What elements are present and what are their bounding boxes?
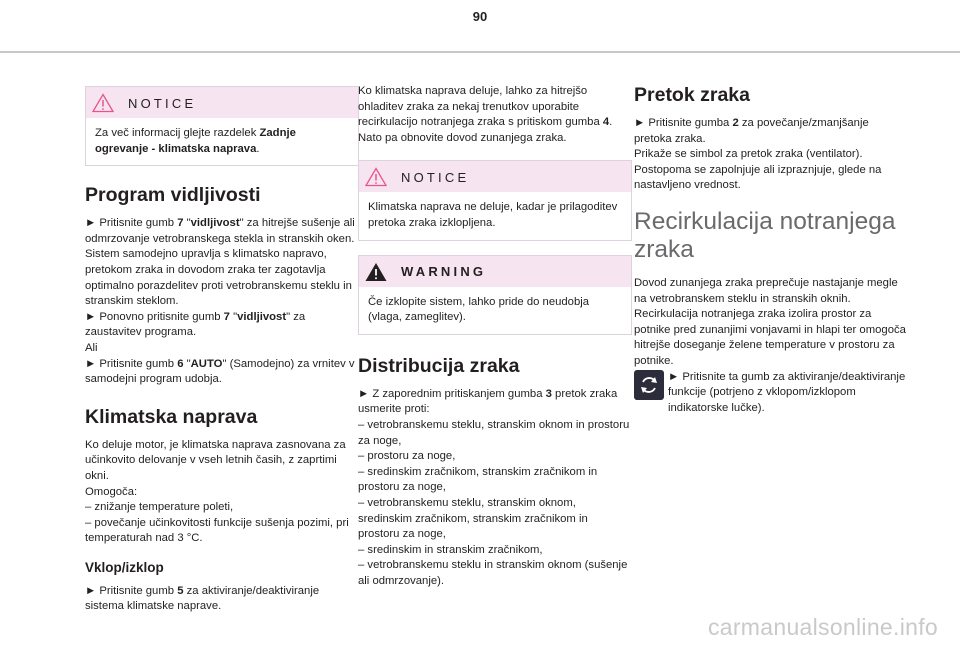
recirc-button-paragraph: [634, 370, 908, 417]
recirc-text-2: Recirkulacija notranjega zraka izolira prostor za potnike pred zunanjimi vonjavami in hlapi ter omogoča hitrejše doseganje želene temperature v prostoru za potnike.: [634, 308, 906, 367]
distribution-heading: Distribucija zraka: [358, 354, 520, 377]
onoff-heading: Vklop/izklop: [85, 559, 164, 575]
ac-text-4: – povečanje učinkovitosti funkcije sušenja pozimi, pri temperaturah nad 3 °C.: [85, 516, 349, 545]
visibility-step-2: ► Ponovno pritisnite gumb 7 "vidljivost" za zaustavitev programa.: [85, 310, 306, 339]
warning-text: Če izklopite sistem, lahko pride do neudobja (vlaga, zameglitev).: [368, 295, 590, 324]
distribution-item: – sredinskim zračnikom, stranskim zračnikom in prostoru za noge,: [358, 465, 598, 494]
distribution-item: – sredinskim in stranskim zračnikom,: [358, 543, 543, 556]
recirc-heading: Recirkulacija notranjega zraka: [634, 207, 896, 263]
distribution-item: – vetrobranskemu steklu, stranskim oknom in prostoru za noge,: [358, 418, 630, 447]
recirc-text-1: Dovod zunanjega zraka preprečuje nastajanje megle na vetrobranskem steklu in stranskih oknih.: [634, 276, 898, 305]
warning-title: WARNING: [401, 264, 487, 280]
visibility-step-1: ► Pritisnite gumb 7 "vidljivost" za hitrejše sušenje ali odmrzovanje vetrobranskega stekla in stranskih oken.: [85, 217, 355, 245]
caution-triangle-icon: [365, 167, 387, 187]
watermark: carmanualsonline.info: [707, 614, 938, 640]
warning-triangle-icon: [365, 262, 387, 282]
notice-header: [86, 87, 358, 118]
ac-text-1: Ko deluje motor, je klimatska naprava zasnovana za učinkovito delovanje v vseh letnih časih, z zaprtimi okni.: [85, 438, 346, 482]
notice-box-2: [358, 160, 632, 240]
ac-text-2: Omogoča:: [85, 485, 138, 498]
ac-heading: Klimatska naprava: [85, 405, 258, 428]
notice-text: Za več informacij glejte razdelek Zadnje ogrevanje - klimatska naprava.: [95, 127, 296, 155]
notice-title: NOTICE: [401, 169, 470, 185]
column-3: [634, 84, 908, 416]
caution-triangle-icon: [92, 93, 114, 113]
warning-header: [359, 256, 631, 287]
column-2: [358, 84, 632, 589]
warning-box: [358, 255, 632, 335]
visibility-description: Sistem samodejno upravlja s klimatsko napravo, pretokom zraka in dovodom zraka ter zagotavlja optimalno porazdelitev proti vetrobranskemu steklu in stranskim steklom.: [85, 248, 352, 308]
airflow-step: ► Pritisnite gumba 2 za povečanje/zmanjšanje pretoka zraka.: [634, 117, 869, 145]
notice-text: Klimatska naprava ne deluje, kadar je prilagoditev pretoka zraka izklopljena.: [368, 201, 618, 229]
onoff-text: ► Pritisnite gumb 5 za aktiviranje/deaktiviranje sistema klimatske naprave.: [85, 584, 320, 613]
notice-box: [85, 86, 359, 166]
visibility-heading: Program vidljivosti: [85, 184, 261, 207]
notice-header-2: [359, 161, 631, 192]
recirc-intro: Ko klimatska naprava deluje, lahko za hitrejšo ohladitev zraka za nekaj trenutkov uporabite recirkulacijo notranjega zraka s pritiskom gumba 4. Nato pa obnovite dovod zunanjega zraka.: [358, 85, 613, 144]
distribution-intro: ► Z zaporednim pritiskanjem gumba 3 pretok zraka usmerite proti:: [358, 387, 618, 416]
distribution-item: – vetrobranskemu steklu, stranskim oknom, sredinskim zračnikom, stranskim zračnikom in prostoru za noge,: [358, 496, 588, 541]
visibility-or: Ali: [85, 341, 98, 354]
distribution-item: – vetrobranskemu steklu in stranskim oknom (sušenje ali odmrzovanje).: [358, 559, 628, 587]
airflow-heading: Pretok zraka: [634, 84, 750, 106]
header-divider: [0, 51, 960, 53]
ac-text-3: – znižanje temperature poleti,: [85, 501, 234, 514]
airflow-text: Prikaže se simbol za pretok zraka (ventilator). Postopoma se zapolnjuje ali izpraznjuje, glede na nastavljeno vrednost.: [634, 148, 882, 192]
visibility-step-3: ► Pritisnite gumb 6 "AUTO" (Samodejno) za vrnitev v samodejni program udobja.: [85, 357, 355, 386]
notice-title: NOTICE: [128, 95, 197, 111]
page-number: 90: [472, 9, 488, 24]
column-1: [85, 86, 359, 615]
recirculation-icon: [634, 370, 664, 400]
distribution-item: – prostoru za noge,: [358, 450, 456, 463]
recirc-button-text: ► Pritisnite ta gumb za aktiviranje/deaktiviranje funkcije (potrjeno z vklopom/izklopom indikatorske lučke).: [668, 370, 906, 414]
